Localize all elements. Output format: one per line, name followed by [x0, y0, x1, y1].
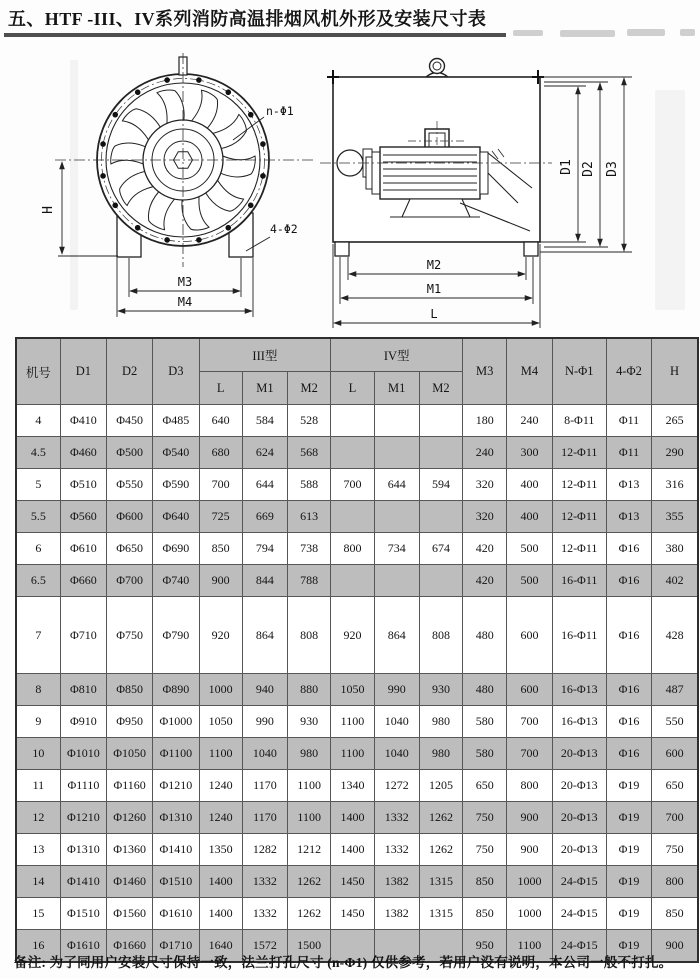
header-m3: M3: [463, 338, 507, 405]
cell-r8-c11: 600: [507, 674, 552, 706]
cell-r11-c9: 1205: [419, 770, 462, 802]
fan-side-view-drawing: [320, 45, 700, 335]
cell-r12-c5: 1170: [242, 802, 287, 834]
cell-r6-c3: Φ690: [153, 533, 199, 565]
cell-r5-c11: 400: [507, 469, 552, 501]
cell-r4-c4: 640: [199, 405, 242, 437]
cell-r7-c8: 864: [374, 597, 419, 674]
cell-r5-c5: 644: [242, 469, 287, 501]
cell-r10-c2: Φ1050: [107, 738, 153, 770]
cell-r4.5-c10: 240: [463, 437, 507, 469]
cell-r6-c7: 800: [331, 533, 374, 565]
cell-r6-c9: 674: [419, 533, 462, 565]
cell-r8-c3: Φ890: [153, 674, 199, 706]
cell-r5.5-c10: 320: [463, 501, 507, 533]
cell-r5.5-c2: Φ600: [107, 501, 153, 533]
cell-r4.5-c9: [419, 437, 462, 469]
cell-r5-c4: 700: [199, 469, 242, 501]
cell-r16-c12: 24-Φ15: [552, 930, 606, 963]
cell-r8-c12: 16-Φ13: [552, 674, 606, 706]
cell-r16-c2: Φ1660: [107, 930, 153, 963]
cell-r5-c12: 12-Φ11: [552, 469, 606, 501]
cell-r6-c5: 794: [242, 533, 287, 565]
header-type3-m2: M2: [288, 372, 331, 405]
cell-r7-c13: Φ16: [606, 597, 651, 674]
cell-r14-c5: 1332: [242, 866, 287, 898]
cell-r11-c12: 20-Φ13: [552, 770, 606, 802]
cell-r16-c1: Φ1610: [60, 930, 106, 963]
header-d3: D3: [153, 338, 199, 405]
cell-r7-c7: 920: [331, 597, 374, 674]
cell-r8-c6: 880: [288, 674, 331, 706]
cell-r9-c7: 1100: [331, 706, 374, 738]
cell-r5.5-c3: Φ640: [153, 501, 199, 533]
cell-r6-c13: Φ16: [606, 533, 651, 565]
cell-r16-c10: 950: [463, 930, 507, 963]
cell-r13-c7: 1400: [331, 834, 374, 866]
cell-r12-c10: 750: [463, 802, 507, 834]
table-header: [16, 338, 698, 405]
cell-r15-c11: 1000: [507, 898, 552, 930]
cell-r15-c1: Φ1510: [60, 898, 106, 930]
cell-r8-c4: 1000: [199, 674, 242, 706]
table-row: [16, 866, 698, 898]
cell-r9-c9: 980: [419, 706, 462, 738]
cell-r4.5-c11: 300: [507, 437, 552, 469]
cell-r15-c3: Φ1610: [153, 898, 199, 930]
cell-r7-c4: 920: [199, 597, 242, 674]
cell-r6.5-c6: 788: [288, 565, 331, 597]
cell-r11-c1: Φ1110: [60, 770, 106, 802]
cell-r7-c1: Φ710: [60, 597, 106, 674]
cell-r5.5-c5: 669: [242, 501, 287, 533]
cell-r13-c13: Φ19: [606, 834, 651, 866]
cell-r9-c10: 580: [463, 706, 507, 738]
front-view-label-m4: M4: [177, 295, 193, 309]
table-row: [16, 405, 698, 437]
cell-r14-c7: 1450: [331, 866, 374, 898]
header-type4: IV型: [331, 338, 463, 372]
cell-r5-c7: 700: [331, 469, 374, 501]
front-view-label-m3: M3: [177, 275, 193, 289]
side-view-motor: [366, 147, 488, 199]
cell-r7-c9: 808: [419, 597, 462, 674]
table-row: [16, 533, 698, 565]
cell-r9-c3: Φ1000: [153, 706, 199, 738]
cell-r14-c6: 1262: [288, 866, 331, 898]
cell-r4-c5: 584: [242, 405, 287, 437]
cell-r5-c6: 588: [288, 469, 331, 501]
cell-r8-c13: Φ16: [606, 674, 651, 706]
cell-r6.5-c14: 402: [652, 565, 698, 597]
cell-r9-c13: Φ16: [606, 706, 651, 738]
cell-r15-c14: 850: [652, 898, 698, 930]
cell-r10-c0: 10: [16, 738, 60, 770]
header-d1: D1: [60, 338, 106, 405]
cell-r4-c3: Φ485: [153, 405, 199, 437]
cell-r4.5-c5: 624: [242, 437, 287, 469]
cell-r8-c5: 940: [242, 674, 287, 706]
cell-r4-c0: 4: [16, 405, 60, 437]
cell-r14-c4: 1400: [199, 866, 242, 898]
cell-r4.5-c2: Φ500: [107, 437, 153, 469]
header-type4-m1: M1: [374, 372, 419, 405]
cell-r11-c2: Φ1160: [107, 770, 153, 802]
cell-r15-c2: Φ1560: [107, 898, 153, 930]
cell-r8-c2: Φ850: [107, 674, 153, 706]
cell-r10-c12: 20-Φ13: [552, 738, 606, 770]
cell-r12-c2: Φ1260: [107, 802, 153, 834]
cell-r5-c1: Φ510: [60, 469, 106, 501]
cell-r5-c3: Φ590: [153, 469, 199, 501]
cell-r6.5-c2: Φ700: [107, 565, 153, 597]
header-4-phi2: 4-Φ2: [606, 338, 651, 405]
cell-r13-c8: 1332: [374, 834, 419, 866]
cell-r13-c14: 750: [652, 834, 698, 866]
cell-r9-c1: Φ910: [60, 706, 106, 738]
cell-r16-c3: Φ1710: [153, 930, 199, 963]
cell-r4-c14: 265: [652, 405, 698, 437]
cell-r5-c9: 594: [419, 469, 462, 501]
cell-r7-c11: 600: [507, 597, 552, 674]
side-view-label-m1: M1: [426, 282, 442, 296]
title-underline: [4, 33, 506, 37]
cell-r12-c6: 1100: [288, 802, 331, 834]
cell-r6-c0: 6: [16, 533, 60, 565]
cell-r9-c14: 550: [652, 706, 698, 738]
cell-r16-c11: 1100: [507, 930, 552, 963]
table-row: [16, 501, 698, 533]
cell-r9-c4: 1050: [199, 706, 242, 738]
cell-r4-c2: Φ450: [107, 405, 153, 437]
header-type3: III型: [199, 338, 331, 372]
header-type4-m2: M2: [419, 372, 462, 405]
cell-r6.5-c1: Φ660: [60, 565, 106, 597]
table-row: [16, 770, 698, 802]
cell-r7-c10: 480: [463, 597, 507, 674]
cell-r13-c3: Φ1410: [153, 834, 199, 866]
cell-r8-c8: 990: [374, 674, 419, 706]
cell-r9-c2: Φ950: [107, 706, 153, 738]
cell-r5-c8: 644: [374, 469, 419, 501]
side-view-feet: [335, 242, 538, 256]
cell-r5.5-c13: Φ13: [606, 501, 651, 533]
cell-r13-c2: Φ1360: [107, 834, 153, 866]
cell-r14-c1: Φ1410: [60, 866, 106, 898]
cell-r9-c8: 1040: [374, 706, 419, 738]
header-d2: D2: [107, 338, 153, 405]
cell-r8-c10: 480: [463, 674, 507, 706]
cell-r6.5-c7: [331, 565, 374, 597]
cell-r12-c14: 700: [652, 802, 698, 834]
table-body: [16, 405, 698, 963]
cell-r12-c4: 1240: [199, 802, 242, 834]
cell-r14-c12: 24-Φ15: [552, 866, 606, 898]
cell-r15-c12: 24-Φ15: [552, 898, 606, 930]
cell-r8-c14: 487: [652, 674, 698, 706]
cell-r10-c14: 600: [652, 738, 698, 770]
cell-r11-c8: 1272: [374, 770, 419, 802]
cell-r5.5-c12: 12-Φ11: [552, 501, 606, 533]
cell-r13-c6: 1212: [288, 834, 331, 866]
front-view-label-foot-holes: 4-Φ2: [270, 222, 298, 236]
cell-r15-c9: 1315: [419, 898, 462, 930]
cell-r4.5-c4: 680: [199, 437, 242, 469]
cell-r5.5-c0: 5.5: [16, 501, 60, 533]
cell-r11-c10: 650: [463, 770, 507, 802]
cell-r4.5-c6: 568: [288, 437, 331, 469]
cell-r13-c4: 1350: [199, 834, 242, 866]
cell-r12-c12: 20-Φ13: [552, 802, 606, 834]
cell-r5.5-c7: [331, 501, 374, 533]
cell-r15-c5: 1332: [242, 898, 287, 930]
cell-r8-c9: 930: [419, 674, 462, 706]
cell-r14-c9: 1315: [419, 866, 462, 898]
cell-r5-c2: Φ550: [107, 469, 153, 501]
cell-r5-c14: 316: [652, 469, 698, 501]
scan-smudge: [513, 30, 543, 36]
fan-front-view-drawing: [0, 45, 320, 335]
cell-r6-c11: 500: [507, 533, 552, 565]
cell-r12-c11: 900: [507, 802, 552, 834]
cell-r6.5-c11: 500: [507, 565, 552, 597]
side-view-label-d1: D1: [559, 159, 574, 175]
cell-r9-c0: 9: [16, 706, 60, 738]
cell-r6.5-c3: Φ740: [153, 565, 199, 597]
cell-r11-c14: 650: [652, 770, 698, 802]
cell-r10-c13: Φ16: [606, 738, 651, 770]
cell-r15-c4: 1400: [199, 898, 242, 930]
cell-r14-c10: 850: [463, 866, 507, 898]
table-row: [16, 674, 698, 706]
cell-r11-c5: 1170: [242, 770, 287, 802]
cell-r12-c9: 1262: [419, 802, 462, 834]
cell-r6.5-c5: 844: [242, 565, 287, 597]
cell-r10-c6: 980: [288, 738, 331, 770]
cell-r14-c3: Φ1510: [153, 866, 199, 898]
cell-r11-c6: 1100: [288, 770, 331, 802]
cell-r16-c4: 1640: [199, 930, 242, 963]
table-row: [16, 597, 698, 674]
scan-smudge: [560, 30, 615, 37]
cell-r4-c1: Φ410: [60, 405, 106, 437]
footnote: 备注: 为了同用户安装尺寸保持一致，法兰打孔尺寸 (n-Φ1) 仅供参考，若用户没有说明，本公司一般不打扎。: [14, 955, 673, 970]
cell-r10-c11: 700: [507, 738, 552, 770]
cell-r14-c8: 1382: [374, 866, 419, 898]
cell-r11-c0: 11: [16, 770, 60, 802]
cell-r9-c5: 990: [242, 706, 287, 738]
page-title: 五、HTF -III、IV系列消防高温排烟风机外形及安装尺寸表: [8, 9, 487, 29]
table-row: [16, 834, 698, 866]
header-n-phi1: N-Φ1: [552, 338, 606, 405]
cell-r4-c7: [331, 405, 374, 437]
cell-r6-c8: 734: [374, 533, 419, 565]
front-view-label-height: H: [41, 206, 56, 214]
cell-r13-c5: 1282: [242, 834, 287, 866]
cell-r5.5-c6: 613: [288, 501, 331, 533]
cell-r4-c6: 528: [288, 405, 331, 437]
table-row: [16, 706, 698, 738]
cell-r11-c7: 1340: [331, 770, 374, 802]
side-view-eyebolt: [426, 59, 448, 78]
cell-r5.5-c9: [419, 501, 462, 533]
cell-r4-c10: 180: [463, 405, 507, 437]
cell-r16-c6: 1500: [288, 930, 331, 963]
header-h: H: [652, 338, 698, 405]
cell-r14-c0: 14: [16, 866, 60, 898]
table-row: [16, 565, 698, 597]
table-row: [16, 738, 698, 770]
cell-r13-c0: 13: [16, 834, 60, 866]
cell-r4.5-c8: [374, 437, 419, 469]
cell-r12-c7: 1400: [331, 802, 374, 834]
cell-r16-c0: 16: [16, 930, 60, 963]
cell-r15-c13: Φ19: [606, 898, 651, 930]
header-m4: M4: [507, 338, 552, 405]
cell-r14-c2: Φ1460: [107, 866, 153, 898]
table-row: [16, 469, 698, 501]
cell-r6.5-c9: [419, 565, 462, 597]
cell-r13-c12: 20-Φ13: [552, 834, 606, 866]
front-view-label-bolt-holes: n-Φ1: [266, 104, 294, 118]
cell-r14-c14: 800: [652, 866, 698, 898]
header-machine-no: 机号: [16, 338, 60, 405]
table-row: [16, 898, 698, 930]
cell-r5-c0: 5: [16, 469, 60, 501]
cell-r7-c6: 808: [288, 597, 331, 674]
table-row: [16, 802, 698, 834]
cell-r15-c6: 1262: [288, 898, 331, 930]
cell-r4.5-c12: 12-Φ11: [552, 437, 606, 469]
cell-r16-c13: Φ19: [606, 930, 651, 963]
cell-r6.5-c4: 900: [199, 565, 242, 597]
cell-r7-c0: 7: [16, 597, 60, 674]
cell-r9-c11: 700: [507, 706, 552, 738]
cell-r8-c7: 1050: [331, 674, 374, 706]
cell-r11-c4: 1240: [199, 770, 242, 802]
cell-r7-c14: 428: [652, 597, 698, 674]
cell-r10-c9: 980: [419, 738, 462, 770]
cell-r5-c10: 320: [463, 469, 507, 501]
table-row: [16, 437, 698, 469]
cell-r4.5-c1: Φ460: [60, 437, 106, 469]
cell-r10-c7: 1100: [331, 738, 374, 770]
cell-r6-c4: 850: [199, 533, 242, 565]
cell-r10-c4: 1100: [199, 738, 242, 770]
cell-r15-c8: 1382: [374, 898, 419, 930]
cell-r6.5-c13: Φ16: [606, 565, 651, 597]
scan-smudge: [680, 29, 695, 36]
cell-r11-c3: Φ1210: [153, 770, 199, 802]
cell-r5-c13: Φ13: [606, 469, 651, 501]
cell-r6-c12: 12-Φ11: [552, 533, 606, 565]
header-type3-l: L: [199, 372, 242, 405]
cell-r12-c3: Φ1310: [153, 802, 199, 834]
cell-r4.5-c3: Φ540: [153, 437, 199, 469]
cell-r9-c6: 930: [288, 706, 331, 738]
cell-r6-c10: 420: [463, 533, 507, 565]
cell-r16-c5: 1572: [242, 930, 287, 963]
cell-r13-c11: 900: [507, 834, 552, 866]
cell-r5.5-c11: 400: [507, 501, 552, 533]
side-view-label-l: L: [430, 307, 438, 321]
cell-r5.5-c1: Φ560: [60, 501, 106, 533]
cell-r5.5-c4: 725: [199, 501, 242, 533]
cell-r12-c13: Φ19: [606, 802, 651, 834]
cell-r4-c8: [374, 405, 419, 437]
side-view-label-d3: D3: [605, 161, 620, 177]
cell-r10-c3: Φ1100: [153, 738, 199, 770]
cell-r10-c8: 1040: [374, 738, 419, 770]
cell-r11-c13: Φ19: [606, 770, 651, 802]
cell-r5.5-c14: 355: [652, 501, 698, 533]
cell-r13-c9: 1262: [419, 834, 462, 866]
cell-r12-c0: 12: [16, 802, 60, 834]
side-view-label-d2: D2: [581, 161, 596, 177]
cell-r6-c1: Φ610: [60, 533, 106, 565]
cell-r6-c14: 380: [652, 533, 698, 565]
cell-r7-c5: 864: [242, 597, 287, 674]
header-type3-m1: M1: [242, 372, 287, 405]
cell-r15-c7: 1450: [331, 898, 374, 930]
cell-r10-c10: 580: [463, 738, 507, 770]
cell-r4.5-c13: Φ11: [606, 437, 651, 469]
cell-r6.5-c10: 420: [463, 565, 507, 597]
cell-r8-c0: 8: [16, 674, 60, 706]
side-view-label-m2: M2: [426, 258, 442, 272]
cell-r6.5-c12: 16-Φ11: [552, 565, 606, 597]
cell-r7-c2: Φ750: [107, 597, 153, 674]
cell-r6-c2: Φ650: [107, 533, 153, 565]
cell-r4-c12: 8-Φ11: [552, 405, 606, 437]
header-type4-l: L: [331, 372, 374, 405]
dimension-table: [15, 337, 699, 963]
cell-r8-c1: Φ810: [60, 674, 106, 706]
cell-r4.5-c14: 290: [652, 437, 698, 469]
cell-r13-c10: 750: [463, 834, 507, 866]
cell-r12-c8: 1332: [374, 802, 419, 834]
cell-r6.5-c8: [374, 565, 419, 597]
cell-r15-c10: 850: [463, 898, 507, 930]
cell-r14-c11: 1000: [507, 866, 552, 898]
cell-r5.5-c8: [374, 501, 419, 533]
cell-r14-c13: Φ19: [606, 866, 651, 898]
scan-smudge: [627, 29, 665, 36]
cell-r11-c11: 800: [507, 770, 552, 802]
cell-r13-c1: Φ1310: [60, 834, 106, 866]
cell-r4-c9: [419, 405, 462, 437]
cell-r4-c13: Φ11: [606, 405, 651, 437]
cell-r9-c12: 16-Φ13: [552, 706, 606, 738]
cell-r7-c12: 16-Φ11: [552, 597, 606, 674]
cell-r4.5-c7: [331, 437, 374, 469]
cell-r7-c3: Φ790: [153, 597, 199, 674]
cell-r6-c6: 738: [288, 533, 331, 565]
cell-r4.5-c0: 4.5: [16, 437, 60, 469]
cell-r15-c0: 15: [16, 898, 60, 930]
cell-r16-c14: 900: [652, 930, 698, 963]
cell-r12-c1: Φ1210: [60, 802, 106, 834]
cell-r10-c5: 1040: [242, 738, 287, 770]
cell-r4-c11: 240: [507, 405, 552, 437]
cell-r6.5-c0: 6.5: [16, 565, 60, 597]
cell-r10-c1: Φ1010: [60, 738, 106, 770]
